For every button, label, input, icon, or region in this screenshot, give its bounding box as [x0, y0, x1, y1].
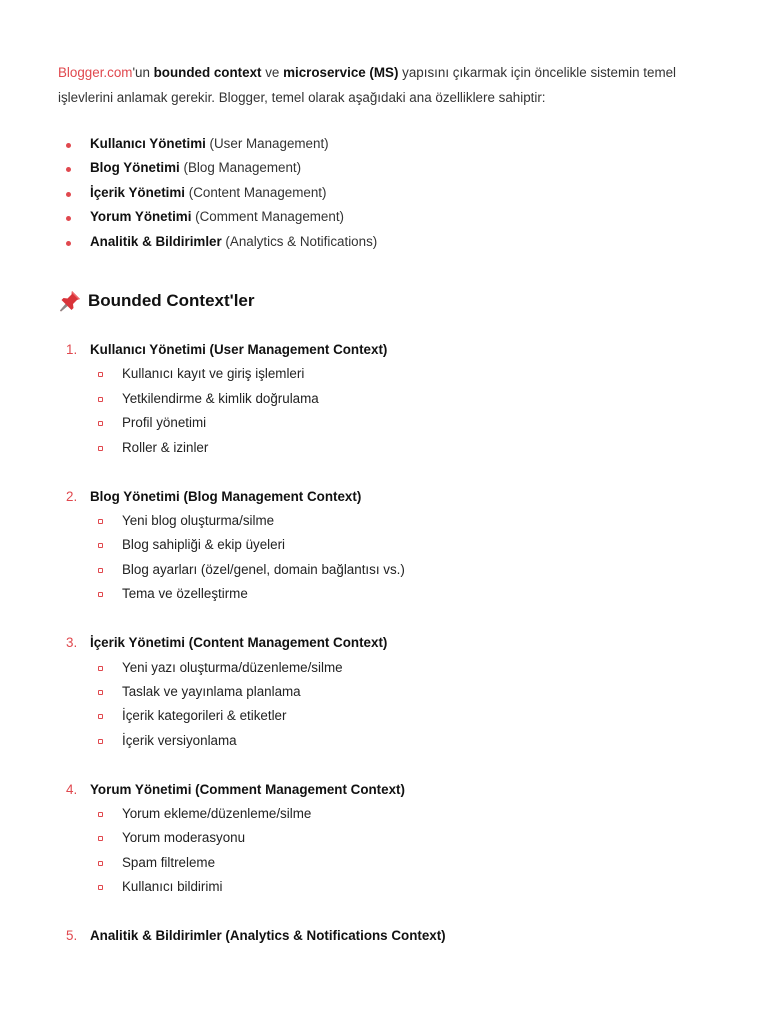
context-item — [58, 924, 708, 948]
intro-bold-1: bounded context — [153, 65, 262, 80]
list-item-text: Blog ayarları (özel/genel, domain bağlantısı vs.) — [122, 561, 405, 577]
feature-list — [58, 132, 708, 254]
context-number: 3. — [66, 635, 78, 651]
list-item-text: Yeni yazı oluşturma/düzenleme/silme — [122, 659, 343, 675]
square-bullet-icon — [98, 372, 103, 377]
list-item — [90, 582, 708, 606]
feature-desc: (Content Management) — [185, 184, 327, 200]
list-item-text: İçerik versiyonlama — [122, 732, 237, 748]
context-title: İçerik Yönetimi (Content Management Context) — [90, 635, 388, 651]
blogger-link[interactable]: Blogger.com — [58, 65, 133, 80]
square-bullet-icon — [98, 690, 103, 695]
list-item — [90, 362, 708, 386]
feature-item — [58, 181, 708, 205]
square-bullet-icon — [98, 421, 103, 426]
list-item — [90, 509, 708, 533]
feature-desc: (Analytics & Notifications) — [221, 233, 378, 249]
list-item — [90, 802, 708, 826]
square-bullet-icon — [98, 592, 103, 597]
list-item — [90, 436, 708, 460]
context-number: 5. — [66, 928, 78, 944]
feature-item — [58, 132, 708, 156]
context-number: 4. — [66, 781, 78, 797]
bullet-dot-icon — [66, 143, 71, 148]
feature-desc: (User Management) — [205, 136, 329, 151]
square-bullet-icon — [98, 446, 103, 451]
list-item — [90, 826, 708, 850]
square-bullet-icon — [98, 739, 103, 744]
list-item — [90, 387, 708, 411]
section-heading — [58, 290, 708, 312]
bullet-dot-icon — [66, 167, 71, 172]
context-item — [58, 485, 708, 607]
square-bullet-icon — [98, 885, 103, 890]
square-bullet-icon — [98, 397, 103, 402]
feature-item — [58, 156, 708, 180]
square-bullet-icon — [98, 666, 103, 671]
intro-text-1: 'un — [132, 65, 154, 80]
square-bullet-icon — [98, 568, 103, 573]
context-subitems — [90, 656, 708, 754]
feature-name: Yorum Yönetimi — [90, 209, 192, 225]
square-bullet-icon — [98, 714, 103, 719]
intro-text-3: yapısını çıkarmak için öncelikle sistemin temel işlevlerini anlamak gerekir. Blogger, temel olarak aşağıdaki ana özelliklere sahiptir: — [58, 65, 677, 105]
feature-item — [58, 205, 708, 229]
list-item — [90, 851, 708, 875]
intro-paragraph — [58, 60, 708, 110]
context-subitems — [90, 802, 708, 900]
list-item — [90, 680, 708, 704]
context-title: Yorum Yönetimi (Comment Management Context) — [90, 781, 405, 797]
context-item — [58, 631, 708, 753]
list-item-text: İçerik kategorileri & etiketler — [122, 708, 287, 724]
list-item-text: Yorum ekleme/düzenleme/silme — [122, 806, 312, 822]
context-item — [58, 338, 708, 460]
intro-text-2: ve — [261, 65, 284, 80]
list-item-text: Yorum moderasyonu — [122, 830, 246, 846]
context-title: Kullanıcı Yönetimi (User Management Context) — [90, 342, 388, 358]
square-bullet-icon — [98, 836, 103, 841]
feature-desc: (Comment Management) — [191, 209, 344, 225]
feature-name: İçerik Yönetimi — [90, 184, 186, 200]
feature-desc: (Blog Management) — [179, 160, 302, 176]
context-subitems — [90, 362, 708, 460]
section-title: Bounded Context'ler — [88, 291, 255, 311]
list-item-text: Kullanıcı bildirimi — [122, 879, 223, 895]
context-subitems — [90, 509, 708, 607]
list-item-text: Roller & izinler — [122, 439, 209, 455]
list-item — [90, 533, 708, 557]
bullet-dot-icon — [66, 216, 71, 221]
list-item-text: Spam filtreleme — [122, 854, 216, 870]
pushpin-icon — [58, 290, 82, 312]
feature-name: Kullanıcı Yönetimi — [90, 136, 206, 151]
list-item — [90, 558, 708, 582]
context-number: 2. — [66, 488, 78, 504]
square-bullet-icon — [98, 812, 103, 817]
list-item — [90, 729, 708, 753]
list-item-text: Yetkilendirme & kimlik doğrulama — [122, 390, 319, 406]
feature-name: Analitik & Bildirimler — [90, 233, 222, 249]
list-item — [90, 704, 708, 728]
list-item-text: Taslak ve yayınlama planlama — [122, 683, 301, 699]
square-bullet-icon — [98, 861, 103, 866]
square-bullet-icon — [98, 519, 103, 524]
context-title: Analitik & Bildirimler (Analytics & Notifications Context) — [90, 928, 446, 944]
feature-item — [58, 230, 708, 254]
list-item — [90, 656, 708, 680]
feature-name: Blog Yönetimi — [90, 160, 180, 176]
list-item — [90, 411, 708, 435]
list-item-text: Tema ve özelleştirme — [122, 586, 248, 602]
list-item-text: Blog sahipliği & ekip üyeleri — [122, 537, 286, 553]
intro-bold-2: microservice (MS) — [283, 65, 399, 80]
bullet-dot-icon — [66, 192, 71, 197]
context-number: 1. — [66, 342, 78, 358]
list-item-text: Kullanıcı kayıt ve giriş işlemleri — [122, 366, 305, 382]
list-item-text: Yeni blog oluşturma/silme — [122, 512, 275, 528]
context-title: Blog Yönetimi (Blog Management Context) — [90, 488, 362, 504]
bullet-dot-icon — [66, 241, 71, 246]
context-item — [58, 778, 708, 900]
list-item — [90, 875, 708, 899]
list-item-text: Profil yönetimi — [122, 415, 207, 431]
square-bullet-icon — [98, 543, 103, 548]
context-list — [58, 338, 708, 949]
